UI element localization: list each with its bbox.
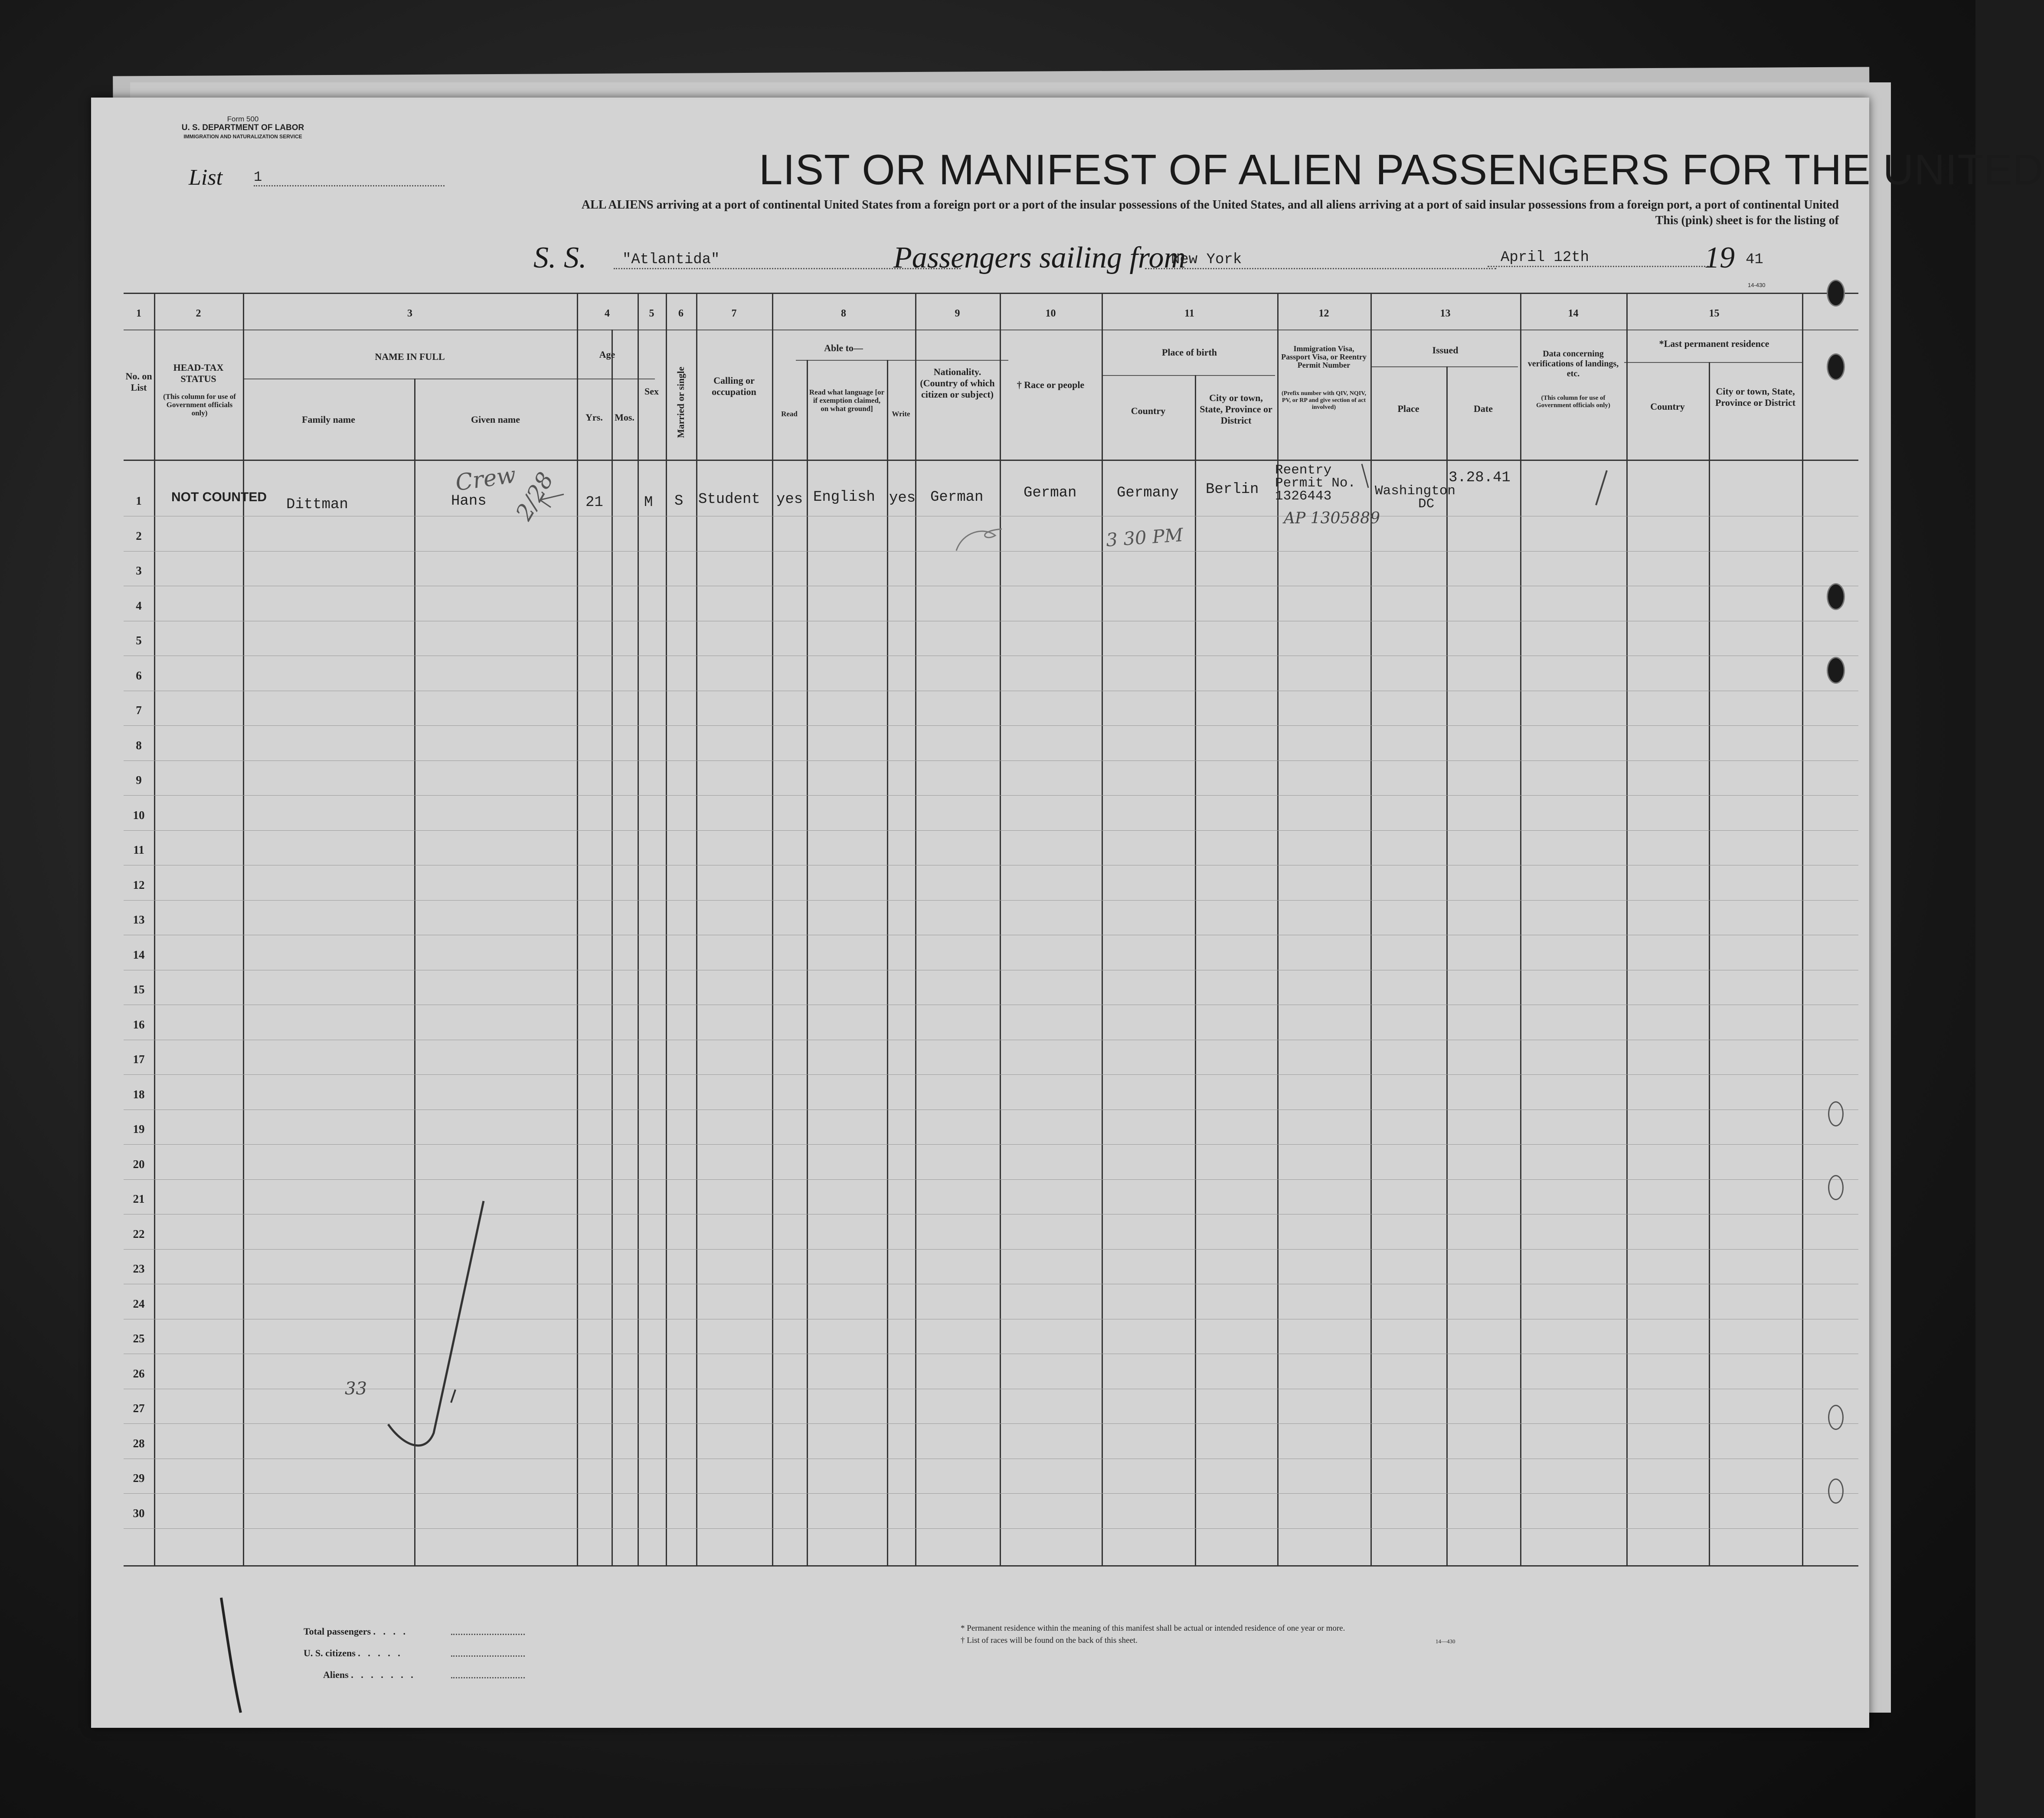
hdr-read-lang: Read what language [or if exemption claimed, on what ground] bbox=[809, 388, 885, 413]
row-number: 30 bbox=[133, 1506, 145, 1520]
hdr-visa: Immigration Visa, Passport Visa, or Reentry Permit Number bbox=[1281, 344, 1367, 369]
row1-sex: M bbox=[644, 494, 653, 511]
row-number: 5 bbox=[136, 634, 142, 647]
row1-married: S bbox=[674, 493, 684, 509]
row-number: 9 bbox=[136, 774, 142, 787]
colnum-7: 7 bbox=[731, 308, 737, 319]
row-number: 3 bbox=[136, 564, 142, 577]
subtitle-line-2: This (pink) sheet is for the listing of bbox=[1655, 214, 1839, 227]
handwritten-time: 3 30 PM bbox=[1105, 524, 1184, 551]
footer-total-passengers-label: Total passengers bbox=[304, 1626, 371, 1637]
row1-family-name: Dittman bbox=[286, 496, 348, 513]
service-name: IMMIGRATION AND NATURALIZATION SERVICE bbox=[183, 134, 302, 140]
signature-scrawl bbox=[956, 529, 1002, 551]
hdr-write: Write bbox=[892, 410, 910, 418]
binder-hole-1 bbox=[1827, 280, 1845, 307]
row1-birth-country: Germany bbox=[1117, 485, 1179, 501]
row1-permit-line1: Reentry bbox=[1275, 463, 1332, 478]
row1-age-yrs: 21 bbox=[585, 494, 603, 511]
form-code-top: 14-430 bbox=[1748, 282, 1766, 288]
tally-tick bbox=[451, 1390, 455, 1403]
colnum-2: 2 bbox=[196, 308, 201, 319]
landing-tick-mark bbox=[1596, 470, 1607, 505]
colnum-8: 8 bbox=[841, 308, 846, 319]
row-number: 23 bbox=[133, 1262, 145, 1275]
pen-marks bbox=[91, 98, 1869, 1728]
hdr-read: Read bbox=[781, 410, 798, 418]
hdr-landing: Data concerning verifications of landings, etc. bbox=[1527, 349, 1619, 379]
row-number: 2 bbox=[136, 529, 142, 542]
row-number: 17 bbox=[133, 1053, 145, 1066]
row1-occupation: Student bbox=[698, 491, 760, 508]
sailing-date: April 12th bbox=[1488, 249, 1709, 267]
row-number: 6 bbox=[136, 669, 142, 682]
hdr-name-in-full: NAME IN FULL bbox=[375, 351, 445, 362]
footer-pen-stroke bbox=[221, 1598, 241, 1713]
tick-mark-name bbox=[540, 494, 564, 507]
row1-nationality: German bbox=[930, 489, 984, 506]
ss-label: S. S. bbox=[533, 241, 587, 274]
department-name: U. S. DEPARTMENT OF LABOR bbox=[181, 123, 304, 132]
binder-hole-4 bbox=[1827, 657, 1845, 684]
hdr-birth-country: Country bbox=[1131, 405, 1166, 416]
row-number: 22 bbox=[133, 1227, 145, 1240]
hdr-issued: Issued bbox=[1432, 345, 1459, 356]
colnum-1: 1 bbox=[136, 308, 141, 319]
row1-birth-city: Berlin bbox=[1206, 481, 1259, 498]
row1-language: English bbox=[813, 489, 875, 506]
hdr-birth-city: City or town, State, Province or District bbox=[1200, 392, 1272, 426]
colnum-6: 6 bbox=[678, 308, 684, 319]
colnum-13: 13 bbox=[1440, 308, 1451, 319]
colnum-10: 10 bbox=[1045, 308, 1056, 319]
hdr-calling: Calling or occupation bbox=[712, 375, 756, 397]
row1-issued-date: 3.28.41 bbox=[1449, 470, 1511, 486]
hdr-mos: Mos. bbox=[615, 412, 634, 423]
list-value: 1 bbox=[254, 169, 445, 186]
footer-us-citizens: U. S. citizens . . . . . bbox=[304, 1648, 403, 1659]
hdr-family-name: Family name bbox=[302, 414, 355, 425]
hdr-res-city: City or town, State, Province or District bbox=[1715, 386, 1795, 408]
row-number: 18 bbox=[133, 1087, 145, 1101]
sailing-label: Passengers sailing from bbox=[893, 241, 1186, 274]
row-number: 21 bbox=[133, 1192, 145, 1205]
colnum-5: 5 bbox=[649, 308, 654, 319]
hdr-issued-date: Date bbox=[1474, 403, 1493, 414]
row-number: 15 bbox=[133, 983, 145, 996]
row1-given-name: Hans bbox=[451, 493, 487, 509]
hdr-given-name: Given name bbox=[471, 414, 520, 425]
row1-issued-place-line1: Washington bbox=[1375, 483, 1456, 499]
footer-note-races: † List of races will be found on the back of this sheet. bbox=[961, 1636, 1138, 1645]
row-number: 11 bbox=[133, 843, 144, 856]
row-number: 12 bbox=[133, 878, 145, 891]
handwritten-crew: Crew bbox=[454, 462, 518, 496]
sailing-from: New York bbox=[1145, 251, 1496, 269]
row-number: 14 bbox=[133, 948, 145, 961]
colnum-12: 12 bbox=[1318, 308, 1329, 319]
footer-aliens: Aliens . . . . . . . bbox=[323, 1669, 416, 1681]
hdr-landing-note: (This column for use of Government officials only) bbox=[1536, 395, 1610, 409]
row-number: 7 bbox=[136, 704, 142, 717]
binder-hole-6 bbox=[1828, 1175, 1844, 1200]
row-number: 19 bbox=[133, 1123, 145, 1136]
hdr-head-tax-note: (This column for use of Government officials only) bbox=[163, 392, 236, 417]
row-number: 26 bbox=[133, 1367, 145, 1380]
footer-us-citizens-label: U. S. citizens bbox=[304, 1648, 356, 1658]
row1-head-tax: NOT COUNTED bbox=[171, 490, 267, 504]
handwritten-permit-annotation: AP 1305889 bbox=[1284, 509, 1380, 527]
footer-aliens-label: Aliens bbox=[323, 1669, 349, 1680]
form-number: Form 500 bbox=[227, 115, 259, 123]
row-number: 10 bbox=[133, 808, 145, 822]
hdr-last-residence: *Last permanent residence bbox=[1659, 338, 1769, 349]
tally-check-mark bbox=[388, 1201, 484, 1446]
row-number: 27 bbox=[133, 1402, 145, 1415]
year-suffix: 41 bbox=[1746, 251, 1763, 268]
hdr-sex: Sex bbox=[644, 386, 659, 397]
binder-hole-3 bbox=[1827, 583, 1845, 610]
hdr-married: Married or single bbox=[675, 366, 686, 438]
row1-race: German bbox=[1024, 485, 1077, 501]
row1-read: yes bbox=[776, 491, 803, 508]
hdr-no-on-list: No. on List bbox=[125, 371, 152, 393]
hdr-nationality: Nationality. (Country of which citizen or subject) bbox=[920, 366, 995, 400]
binder-hole-7 bbox=[1828, 1405, 1844, 1430]
row-number: 16 bbox=[133, 1018, 145, 1031]
row-number: 13 bbox=[133, 913, 145, 926]
row1-permit-line2: Permit No. bbox=[1275, 476, 1356, 491]
row-number: 20 bbox=[133, 1157, 145, 1171]
row-number: 1 bbox=[136, 494, 142, 507]
row-number: 4 bbox=[136, 599, 142, 612]
footer-total-passengers: Total passengers . . . . bbox=[304, 1626, 408, 1637]
row-number: 28 bbox=[133, 1436, 145, 1450]
hdr-yrs: Yrs. bbox=[585, 412, 603, 423]
hdr-race: † Race or people bbox=[1017, 379, 1085, 390]
row-number: 24 bbox=[133, 1297, 145, 1310]
year-prefix: 19 bbox=[1704, 241, 1735, 274]
colnum-14: 14 bbox=[1568, 308, 1579, 319]
colnum-4: 4 bbox=[605, 308, 610, 319]
row1-issued-place-line2: DC bbox=[1418, 496, 1435, 512]
hdr-res-country: Country bbox=[1650, 401, 1685, 412]
colnum-3: 3 bbox=[407, 308, 412, 319]
list-label: List bbox=[189, 165, 223, 190]
row-number: 29 bbox=[133, 1472, 145, 1485]
ship-name: "Atlantida" bbox=[614, 251, 961, 269]
binder-hole-5 bbox=[1828, 1101, 1844, 1126]
colnum-15: 15 bbox=[1709, 308, 1720, 319]
hdr-age: Age bbox=[599, 349, 615, 360]
hdr-able-to: Able to— bbox=[824, 343, 863, 353]
binder-hole-2 bbox=[1827, 353, 1845, 380]
subtitle-line-1: ALL ALIENS arriving at a port of continental United States from a foreign port or a port of the insular possessions of the United States, and all aliens arriving at a port of said insular possessions from a foreign port, a port of continental United bbox=[581, 198, 1839, 212]
footer-note-residence: * Permanent residence within the meaning of this manifest shall be actual or intended residence of one year or more. bbox=[961, 1624, 1345, 1633]
hdr-issued-place: Place bbox=[1397, 403, 1419, 414]
colnum-11: 11 bbox=[1184, 308, 1194, 319]
binder-hole-8 bbox=[1828, 1479, 1844, 1504]
handwritten-crew-date: 2/28 bbox=[511, 468, 559, 525]
permit-slash bbox=[1362, 464, 1368, 488]
footer-form-code: 14—430 bbox=[1436, 1638, 1455, 1645]
row1-write: yes bbox=[889, 490, 916, 506]
hdr-place-of-birth: Place of birth bbox=[1161, 347, 1217, 358]
handwritten-tally: 33 bbox=[345, 1379, 367, 1399]
manifest-page bbox=[91, 98, 2044, 1728]
row1-permit-line3: 1326443 bbox=[1275, 489, 1332, 504]
row-number: 25 bbox=[133, 1332, 145, 1345]
row-number: 8 bbox=[136, 738, 142, 752]
hdr-visa-note: (Prefix number with QIV, NQIV, PV, or RP and give section of act involved) bbox=[1282, 390, 1366, 411]
hdr-head-tax: HEAD-TAX STATUS bbox=[173, 362, 224, 384]
manifest-title: LIST OR MANIFEST OF ALIEN PASSENGERS FOR THE UNITED bbox=[759, 146, 2044, 193]
colnum-9: 9 bbox=[955, 308, 960, 319]
